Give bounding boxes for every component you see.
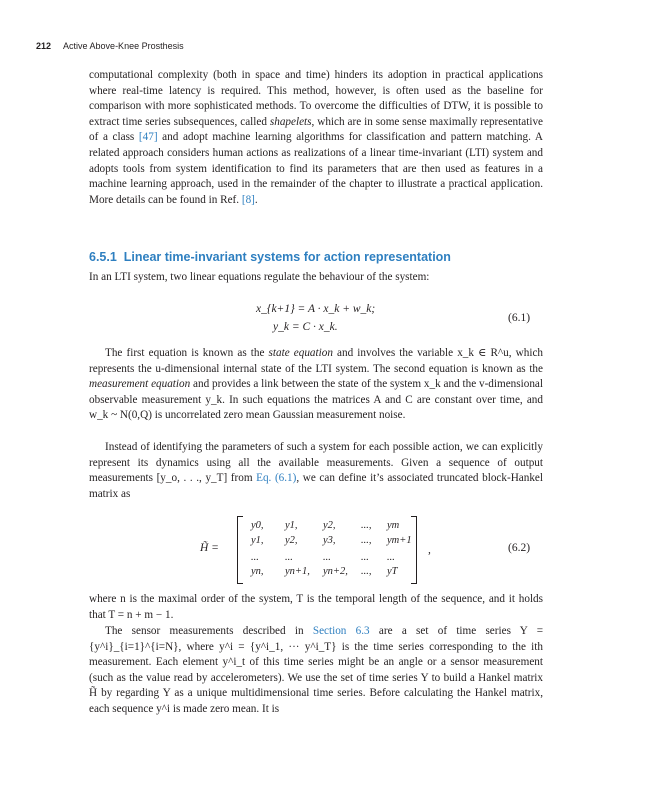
hankel-matrix — [237, 516, 417, 582]
matrix-cell: y1, — [251, 535, 264, 546]
paragraph-sensor-measurements: The sensor measurements described in Section 6.3 are a set of time series Y = {y^i}_{i=1}^{i=N}, where y^i = {y^i_1, ··· y^i_T} is the time series corresponding to the ith measurement. Each element y^i_t of this time series might be an angle or a sensor measurement (such as the value read by accelerometers). We use the set of time series Y to build a Hankel matrix H̃ by regarding Y as a unique multidimensional time series. Before calculating the Hankel matrix, each sequence y^i is made zero mean. It is — [89, 625, 544, 715]
matrix-cell: ... — [323, 552, 331, 563]
citation-link-8[interactable]: [8] — [241, 193, 255, 206]
section-link-6-3[interactable]: Section 6.3 — [312, 625, 370, 637]
paragraph-hankel-intro: Instead of identifying the parameters of such a system for each possible action, we can explicitly represent its dynamics using all the available measurements. Given a sequence of output measurements [y_o, . . ., y_T] from Eq. (6.1), we can define it’s associated truncated block-Hankel matrix as — [89, 441, 544, 500]
paragraph-lti-intro: In an LTI system, two linear equations regulate the behaviour of the system: — [89, 271, 430, 283]
matrix-cell: y2, — [323, 520, 336, 531]
matrix-left-bracket — [237, 516, 243, 584]
running-header — [36, 41, 184, 51]
equation-number-6-2: (6.2) — [508, 542, 531, 554]
matrix-cell: ym+1 — [387, 535, 412, 546]
matrix-cell: ... — [387, 552, 395, 563]
matrix-cell: ym — [387, 520, 400, 531]
matrix-cell: y2, — [285, 535, 298, 546]
running-title: Active Above-Knee Prosthesis — [63, 41, 184, 51]
matrix-cell: yT — [387, 566, 398, 577]
equation-6-2-lhs: H̃ = — [200, 542, 219, 554]
paragraph-state-equation: The first equation is known as the state equation and involves the variable x_k ∈ R^u, which represents the u-dimensional internal state of the LTI system. The second equation is known as the measurement equation and provides a link between the state of the system x_k and the v-dimensional observable measurement y_k. In such equations the matrices A and C are constant over time, and w_k ~ N(0,Q) is uncorrelated zero mean Gaussian measurement noise. — [89, 347, 544, 422]
equation-6-1-line-1: x_{k+1} = A · x_k + w_k; — [256, 303, 376, 315]
equation-6-1-line-2: y_k = C · x_k. — [273, 321, 338, 333]
section-heading — [89, 250, 451, 264]
term-measurement-equation: measurement equation — [89, 378, 191, 391]
term-state-equation: state equation — [268, 347, 333, 359]
matrix-cell: ... — [251, 552, 259, 563]
matrix-cell: yn+1, — [285, 566, 310, 577]
matrix-cell: ... — [361, 552, 369, 563]
matrix-cell: ... — [285, 552, 293, 563]
matrix-right-bracket — [411, 516, 417, 584]
matrix-cell: ..., — [361, 520, 372, 531]
section-number: 6.5.1 — [89, 250, 117, 264]
citation-link-47[interactable]: [47] — [138, 131, 158, 144]
equation-6-2-comma: , — [428, 544, 431, 556]
matrix-cell: y0, — [251, 520, 264, 531]
matrix-cell: y1, — [285, 520, 298, 531]
equation-link-6-1[interactable]: Eq. (6.1) — [256, 472, 297, 485]
equation-number-6-1: (6.1) — [508, 312, 531, 324]
page-number: 212 — [36, 41, 52, 51]
section-title: Linear time-invariant systems for action representation — [123, 250, 451, 264]
matrix-cell: ..., — [361, 566, 372, 577]
matrix-cell: yn+2, — [323, 566, 348, 577]
matrix-cell: y3, — [323, 535, 336, 546]
matrix-cell: ..., — [361, 535, 372, 546]
paragraph-intro: computational complexity (both in space and time) hinders its adoption in practical applications where real-time latency is required. This method, however, is often used as the baseline for comparison with more sophisticated methods. To overcome the difficulties of DTW, it is possible to extract time series subsequences, called shapelets, which are in some sense maximally representative of a class [47] and adopt machine learning algorithms for classification and pattern matching. A related approach considers human actions as realizations of a linear time-invariant (LTI) system and adopts tools from system identification to find its parameters that are then used as features in a machine learning approach, used in the remainder of the chapter to illustrate a practical application. More details can be found in Ref. [8]. — [89, 69, 543, 206]
matrix-cell: yn, — [251, 566, 264, 577]
paragraph-system-order: where n is the maximal order of the system, T is the temporal length of the sequence, and it holds that T = n + m − 1. — [89, 593, 543, 621]
term-shapelets: shapelets — [269, 115, 312, 128]
